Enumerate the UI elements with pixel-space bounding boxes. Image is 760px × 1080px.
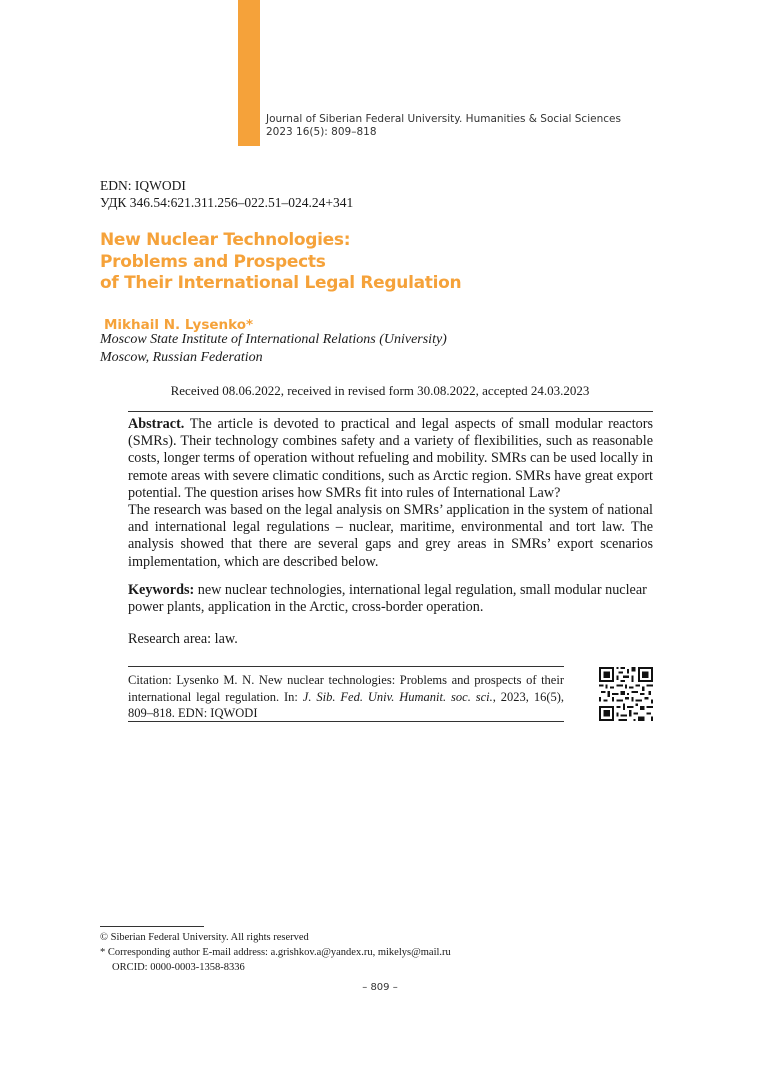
title-line-1: New Nuclear Technologies: [100,230,351,250]
title-line-3: of Their International Legal Regulation [100,273,462,293]
keywords [128,582,653,616]
article-identifiers [100,177,353,211]
citation [128,672,564,722]
article-title [100,230,461,295]
affiliation-institute: Moscow State Institute of International Relations (University) [100,332,447,347]
journal-accent-bar [238,0,260,146]
author-name: Mikhail N. Lysenko* [104,317,254,333]
footnotes [100,930,451,975]
citation-top-rule [128,666,564,667]
footnote-copyright: © Siberian Federal University. All rights reserved [100,932,309,943]
abstract-paragraph-1 [128,416,653,502]
udk-code: УДК 346.54:621.311.256–022.51–024.24+341 [100,195,354,210]
research-area: Research area: law. [128,631,238,647]
journal-name: Journal of Siberian Federal University. Humanities & Social Sciences [266,113,621,125]
citation-bottom-rule [128,721,564,722]
footnote-rule [100,926,204,927]
citation-journal: J. Sib. Fed. Univ. Humanit. soc. sci. [302,689,493,704]
footnote-corresponding-author: * Corresponding author E-mail address: a.grishkov.a@yandex.ru, mikelys@mail.ru [100,947,451,958]
journal-header [266,113,621,139]
abstract-label: Abstract. [128,416,185,432]
abstract [128,416,653,571]
edn-code: EDN: IQWODI [100,178,186,193]
abstract-top-rule [128,411,653,412]
footnote-orcid: ORCID: 0000-0003-1358-8336 [112,962,245,973]
citation-prefix: Citation: Lysenko M. N. New nuclear technologies: Problems and prospects of their international legal regulation. In: [128,673,564,704]
title-line-2: Problems and Prospects [100,251,326,272]
abstract-text-1: The article is devoted to practical and legal aspects of small modular reactors (SMRs). Their technology combines safety and a variety of flexibilities, such as reasonable costs, longer terms of operation without refueling and mobility. SMRs can be used locally in remote areas with severe climatic conditions, such as Arctic region. SMRs have great export potential. The question arises how SMRs fit into rules of International Law? [128,416,653,501]
citation-suffix: , 2023, 16(5), 809–818. EDN: IQWODI [128,689,565,720]
affiliation-location: Moscow, Russian Federation [100,350,263,365]
qr-code-icon [599,667,653,721]
keywords-text: new nuclear technologies, international legal regulation, small modular nuclear power plants, application in the Arctic, cross-border operation. [128,582,647,616]
page-number: – 809 – [362,982,398,993]
journal-issue: 2023 16(5): 809–818 [266,126,377,138]
keywords-label: Keywords: [128,582,195,598]
received-dates: Received 08.06.2022, received in revised form 30.08.2022, accepted 24.03.2023 [170,383,590,398]
author-affiliation [100,331,447,367]
abstract-paragraph-2: The research was based on the legal analysis on SMRs’ application in the system of national and international legal regulations – nuclear, maritime, environmental and tort law. The analysis showed that there are several gaps and grey areas in SMRs’ export scenarios implementation, which are described below. [128,502,653,570]
